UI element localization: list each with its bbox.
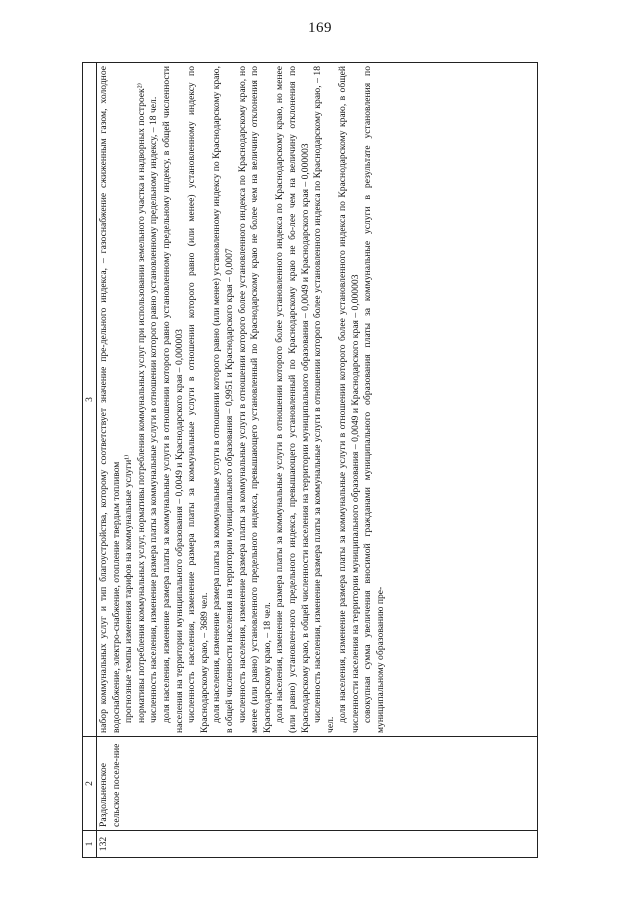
indicators-cell (97, 63, 538, 737)
paragraph-tariff-rates: прогнозные темпы изменения тарифов на коммунальные услуги¹⁾ (123, 454, 135, 723)
paragraph-share-below-regional: доля населения, изменение размера платы за коммунальные услуги в отношении которого равно (или менее) установленному индексу по Краснодарскому краю, в общей численности населения на территории муниципального образования – 0,9951 и Краснодарского края – 0,0007 (211, 66, 235, 733)
page-number: 169 (308, 20, 332, 36)
settlement-name: Раздольненское сельское поселе-ние (97, 737, 538, 831)
table-row (97, 63, 538, 858)
paragraph-share-within-deviation: доля населения, изменение размера платы за коммунальные услуги в отношении которого более установленного индекса по Краснодарскому краю, но менее (или равно) установлен-ного предельного индекса, превышающего установленный по Краснодарскому краю не бо-лее чем на величину отклонения по Краснодарскому краю, в общей численности населения на территории муниципального образования – 0,0049 и Краснодарского края – 0,000003 (274, 66, 311, 733)
header-col-2: 2 (83, 737, 97, 831)
settlement-table (82, 62, 538, 858)
header-col-3: 3 (83, 63, 97, 737)
row-number: 132 (97, 831, 538, 858)
paragraph-share-above-regional: доля населения, изменение размера платы за коммунальные услуги в отношении которого более установленного индекса по Краснодарскому краю, в общей численности населения на территории муниципального образования – 0,0049 и Краснодарского края – 0,000003 (337, 66, 361, 733)
table-header-row (83, 63, 97, 858)
paragraph-share-equal-limit: доля населения, изменение размера платы за коммунальные услуги в отношении которого равно установленному предельному индексу, в общей численности населения на территории муниципального образования – 0,0049 и Краснодарского края – 0,000003 (160, 66, 185, 733)
paragraph-population-below-regional: численность населения, изменение размера платы за коммунальные услуги в отношении которого равно (или менее) установленному индексу по Краснодарскому краю, – 3689 чел. (186, 66, 210, 733)
paragraph-total-increase: совокупная сумма увеличения вносимой гражданами муниципального образования платы за коммунальные услуги в результате установления по муниципальному образованию пре- (362, 66, 387, 733)
rotated-table-wrapper (82, 63, 538, 858)
header-col-1: 1 (83, 831, 97, 858)
paragraph-service-set: набор коммунальных услуг и тип благоустройства, которому соответствует значение пре-дельного индекса, – газоснабжение сжиженным газом, холодное водоснабжение, электро-снабжение, отопление твердым топливом (98, 66, 122, 733)
paragraph-population-equal-limit: численность населения, изменение размера платы за коммунальные услуги в отношении которого равно установленному предельному индексу, – 18 чел. (148, 96, 160, 723)
paragraph-population-within-deviation: численность населения, изменение размера платы за коммунальные услуги в отношении которого более установленного индекса по Краснодарскому краю, но менее (или равно) установленного предельного индекса, превышающего установленный по Краснодарскому краю не более чем на величину отклонения по Краснодарскому краю, – 18 чел. (236, 66, 273, 733)
paragraph-population-above-regional: численность населения, изменение размера платы за коммунальные услуги в отношении которого более установленного индекса по Краснодарскому краю, – 18 чел. (312, 66, 336, 733)
paragraph-consumption-norms: нормативы потребления коммунальных услуг, нормативы потребления коммунальных услуг при использовании земельного участка и надворных построек²⁾ (135, 83, 147, 723)
